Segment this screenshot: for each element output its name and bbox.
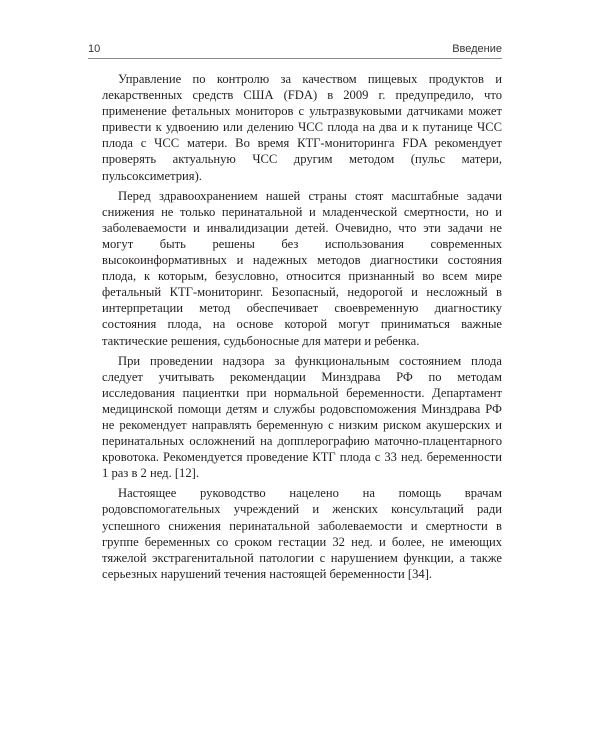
paragraph-ministry-recommendations: При проведении надзора за функциональным состоянием плода следует учитывать рекомендации Минздрава РФ по методам исследования пациентки при нормальной беременности. Департамент медицинской помощи детям и службы родовспоможения Минздрава РФ не рекомендует направлять беременную с низким риском акушерских и перинатальных осложнений на допплерографию маточно-плацентарного кровотока. Рекомендуется проведение КТГ плода с 33 нед. беременности 1 раз в 2 нед. [12]. [102,353,502,481]
running-title: Введение [452,43,502,55]
header-rule [88,58,502,59]
paragraph-fda-warning: Управление по контролю за качеством пищевых продуктов и лекарственных средств США (FDA) в 2009 г. предупредило, что применение фетальных мониторов с ультразвуковыми датчиками может привести к удвоению или делению ЧСС плода на два и к путанице ЧСС плода с ЧСС матери. Во время КТГ-мониторинга FDA рекомендует проверять актуальную ЧСС другим методом (пульс матери, пульсоксиметрия). [102,72,502,183]
page-number: 10 [88,43,101,55]
page-header [88,40,502,60]
paragraph-healthcare-tasks: Перед здравоохранением нашей страны стоят масштабные задачи снижения не только перинатальной и младенческой смертности, но и заболеваемости и инвалидизации детей. Очевидно, что эти задачи не могут быть решены без использования современных высокоинформативных и надежных методов диагностики состояния плода, к которым, безусловно, относится признанный во всем мире фетальный КТГ-мониторинг. Безопасный, недорогой и несложный в интерпретации метод обеспечивает своевременную диагностику состояния плода, на основе которой могут приниматься важные тактические решения, судьбоносные для матери и ребенка. [102,188,502,348]
body-text [102,71,502,586]
paragraph-guide-purpose: Настоящее руководство нацелено на помощь врачам родовспомогательных учреждений и женских консультаций ради успешного снижения перинатальной заболеваемости и смертности в группе беременных со сроком гестации 32 нед. и более, не имеющих тяжелой экстрагенитальной патологии с нарушением функции, а также серьезных нарушений течения настоящей беременности [34]. [102,486,502,581]
